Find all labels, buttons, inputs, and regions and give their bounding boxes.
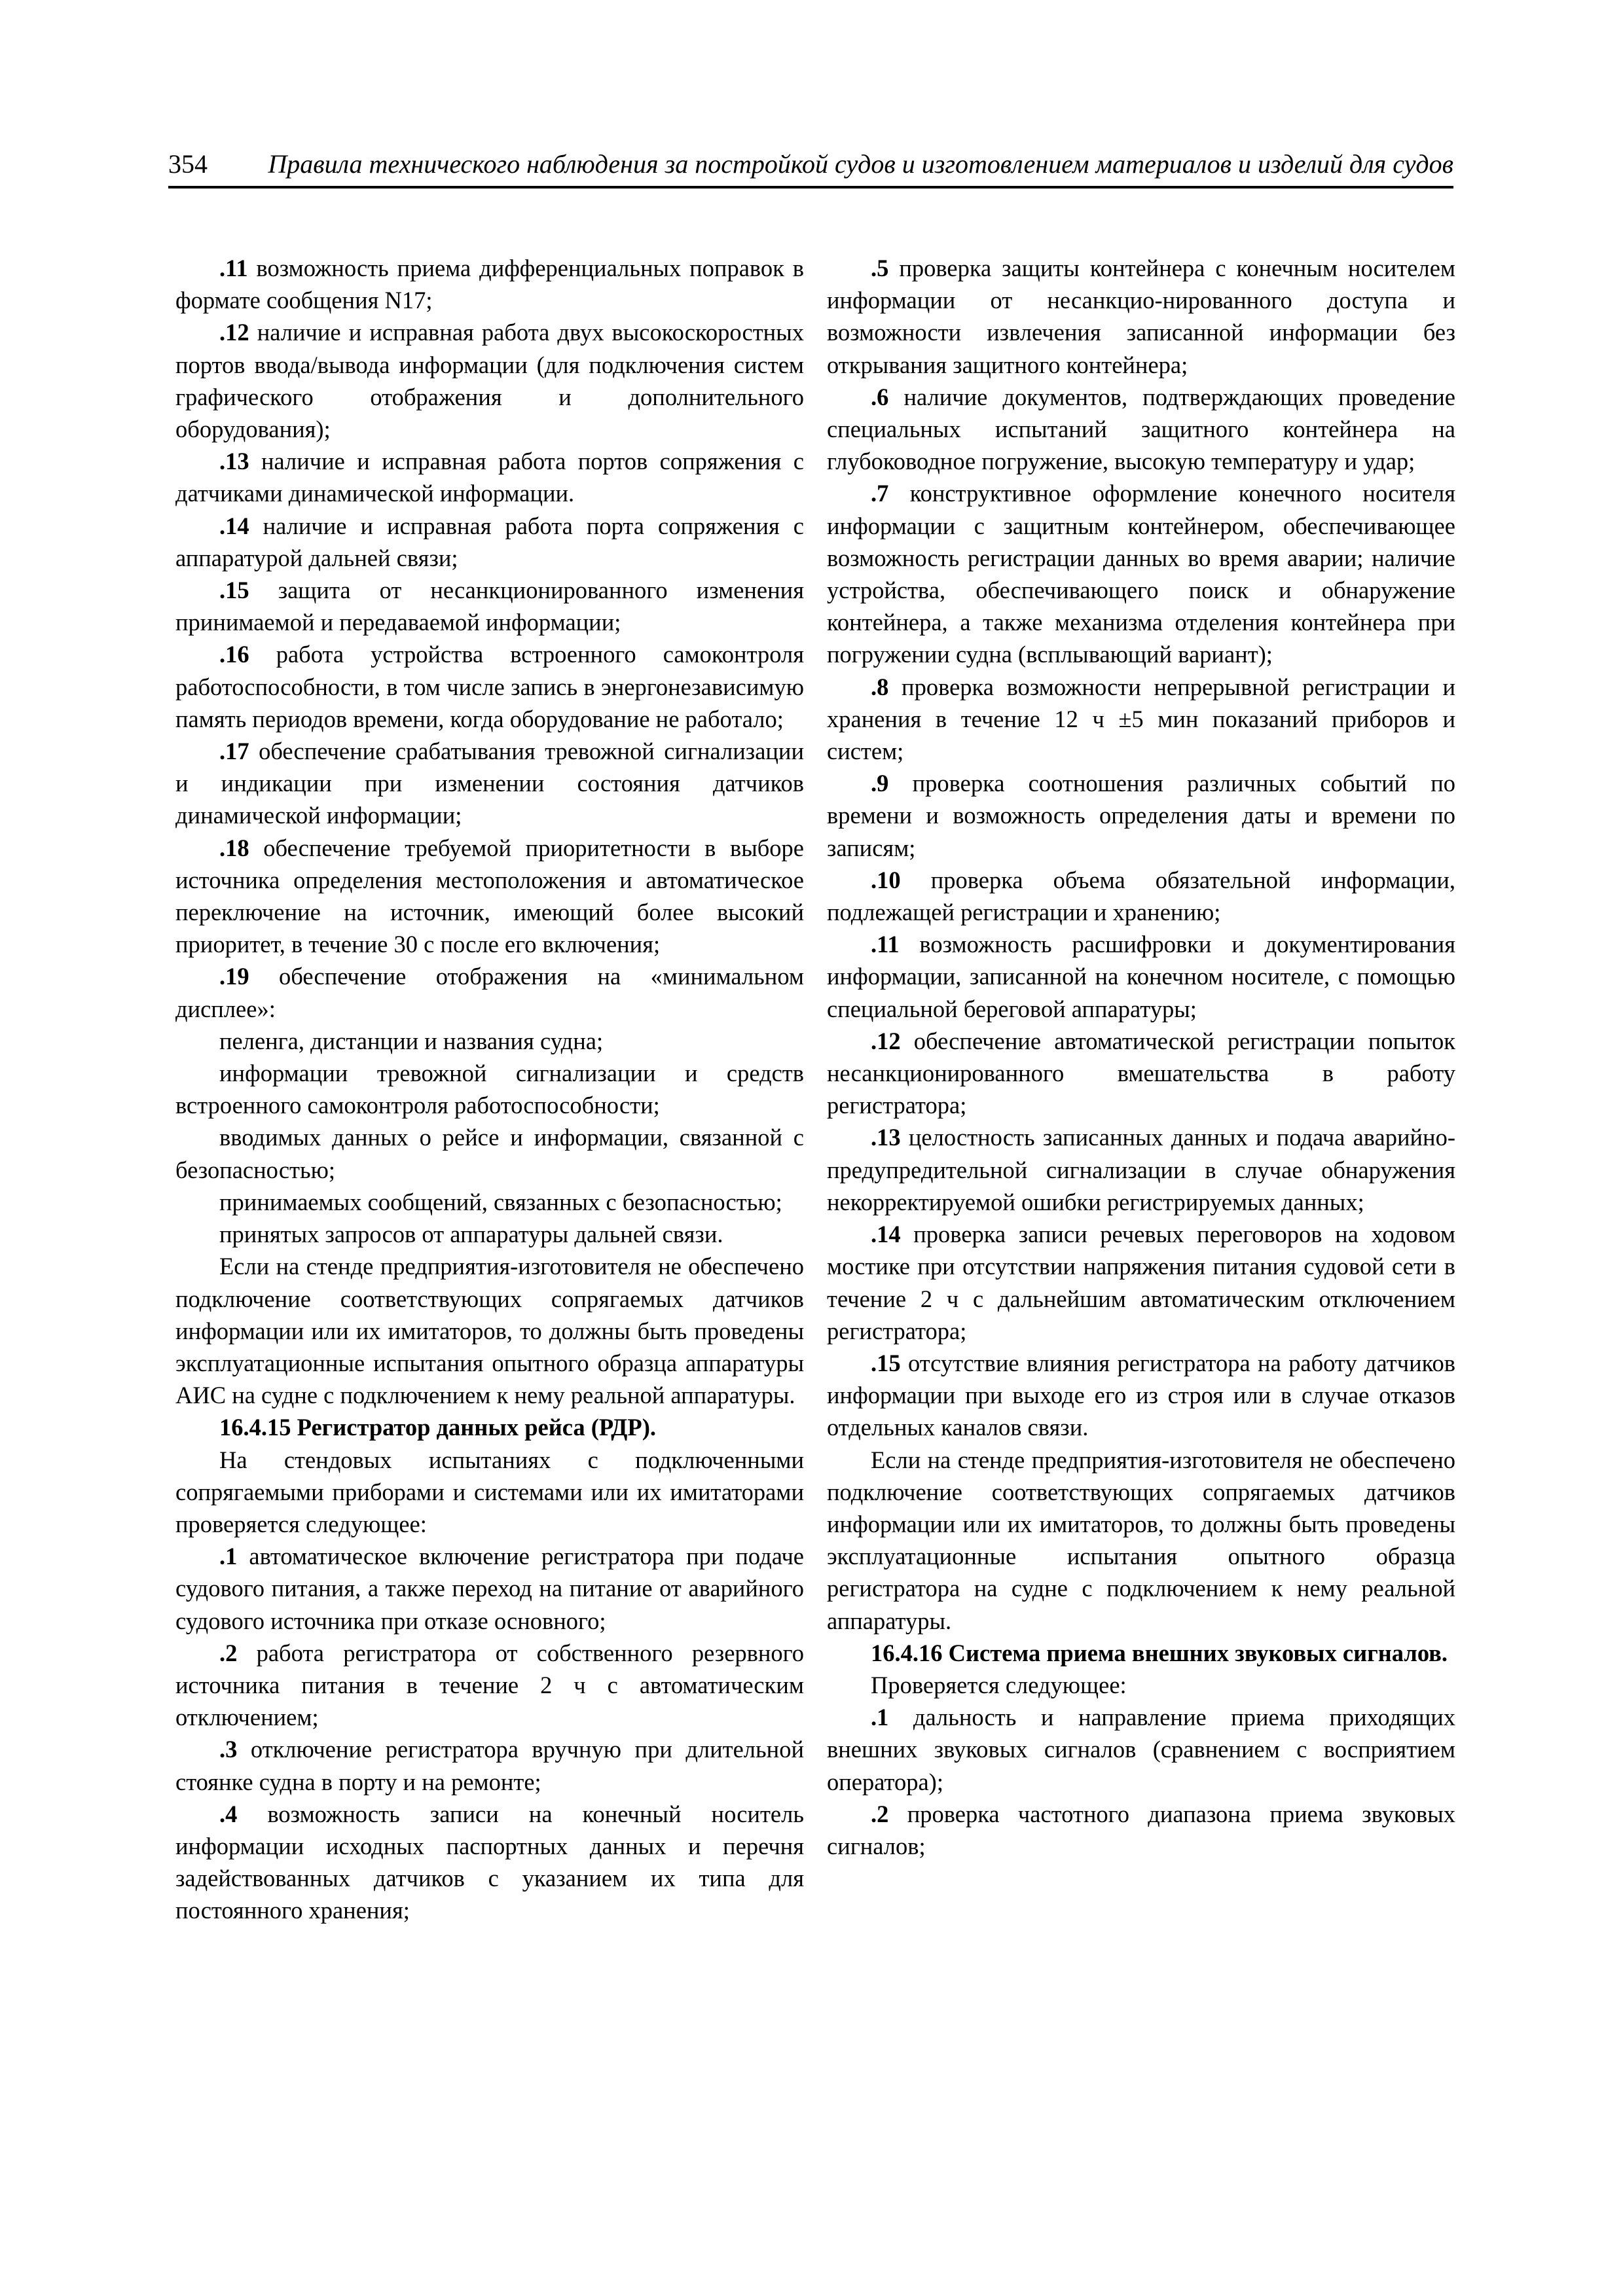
item-text: работа регистратора от собственного резервного источника питания в течение 2 ч с автоматическим отключением; <box>175 1639 804 1731</box>
item-text: возможность расшифровки и документирования информации, записанной на конечном носителе, с помощью специальной береговой аппаратуры; <box>827 931 1455 1022</box>
paragraph <box>175 1637 804 1734</box>
item-text: обеспечение требуемой приоритетности в выборе источника определения местоположения и автоматическое переключение на источник, имеющий более высокий приоритет, в течение 30 с после его включения; <box>175 834 804 958</box>
item-text: отключение регистратора вручную при длительной стоянке судна в порту и на ремонте; <box>175 1736 804 1795</box>
item-text: наличие и исправная работа портов сопряжения с датчиками динамической информации. <box>175 448 804 507</box>
page-number: 354 <box>168 149 208 179</box>
item-text: обеспечение срабатывания тревожной сигнализации и индикации при изменении состояния датчиков динамической информации; <box>175 738 804 829</box>
right-column <box>827 252 1455 1862</box>
paragraph: пеленга, дистанции и названия судна; <box>219 1027 604 1054</box>
paragraph: принятых запросов от аппаратуры дальней связи. <box>219 1221 723 1248</box>
item-number: .17 <box>219 738 249 765</box>
running-header <box>168 145 1453 188</box>
paragraph <box>175 832 804 961</box>
item-number: .15 <box>871 1349 901 1376</box>
paragraph: На стендовых испытаниях с подключенными сопрягаемыми приборами и системами или их имитаторами проверяется следующее: <box>175 1446 804 1537</box>
item-text: дальность и направление приема приходящих внешних звуковых сигналов (сравнением с восприятием оператора); <box>827 1704 1455 1795</box>
item-number: .14 <box>219 512 249 539</box>
item-text: защита от несанкционированного изменения принимаемой и передаваемой информации; <box>175 577 804 636</box>
item-text: возможность приема дифференциальных поправок в формате сообщения N17; <box>175 255 804 314</box>
item-number: .2 <box>219 1639 238 1666</box>
paragraph: Если на стенде предприятия-изготовителя не обеспечено подключение соответствующих сопрягаемых датчиков информации или их имитаторов, то должны быть проведены эксплуатационные испытания опытного образца регистратора на судне с подключением к нему реальной аппаратуры. <box>827 1446 1455 1634</box>
item-number: .6 <box>871 383 889 410</box>
paragraph <box>175 510 804 574</box>
item-number: .11 <box>871 931 900 958</box>
paragraph <box>175 1540 804 1637</box>
item-text: наличие документов, подтверждающих проведение специальных испытаний защитного контейнера на глубоководное погружение, высокую температуру и удар; <box>827 383 1455 475</box>
item-number: .14 <box>871 1221 901 1248</box>
paragraph <box>175 252 804 316</box>
item-number: .5 <box>871 255 889 281</box>
item-text: возможность записи на конечный носитель информации исходных паспортных данных и перечня задействованных датчиков с указанием их типа для постоянного хранения; <box>175 1800 804 1924</box>
paragraph <box>827 928 1455 1025</box>
paragraph <box>827 671 1455 768</box>
item-number: .3 <box>219 1736 238 1763</box>
paragraph <box>175 574 804 638</box>
item-number: .1 <box>871 1704 889 1731</box>
left-column <box>175 252 804 1927</box>
item-text: проверка возможности непрерывной регистрации и хранения в течение 12 ч ±5 мин показаний приборов и систем; <box>827 673 1455 765</box>
section-heading <box>175 1411 804 1443</box>
item-text: проверка объема обязательной информации, подлежащей регистрации и хранению; <box>827 866 1455 926</box>
item-number: .8 <box>871 673 889 700</box>
paragraph <box>827 1121 1455 1218</box>
paragraph <box>175 316 804 445</box>
item-text: работа устройства встроенного самоконтроля работоспособности, в том числе запись в энергонезависимую память периодов времени, когда оборудование не работало; <box>175 641 804 732</box>
item-number: .12 <box>219 319 249 346</box>
item-number: .19 <box>219 963 249 990</box>
paragraph <box>827 1025 1455 1122</box>
item-text: проверка частотного диапазона приема звуковых сигналов; <box>827 1800 1455 1859</box>
item-text: обеспечение отображения на «минимальном дисплее»: <box>175 963 804 1022</box>
heading-text: 16.4.15 Регистратор данных рейса (РДР). <box>219 1414 656 1441</box>
paragraph <box>175 638 804 735</box>
item-number: .1 <box>219 1543 238 1570</box>
paragraph <box>175 1798 804 1927</box>
item-number: .10 <box>871 866 901 893</box>
item-text: проверка записи речевых переговоров на ходовом мостике при отсутствии напряжения питания судовой сети в течение 2 ч с дальнейшим автоматическим отключением регистратора; <box>827 1221 1455 1344</box>
item-number: .15 <box>219 577 249 604</box>
item-text: обеспечение автоматической регистрации попыток несанкционированного вмешательства в работу регистратора; <box>827 1027 1455 1119</box>
paragraph <box>175 445 804 509</box>
paragraph <box>827 1218 1455 1347</box>
paragraph <box>827 1701 1455 1798</box>
item-text: наличие и исправная работа порта сопряжения с аппаратурой дальней связи; <box>175 512 804 571</box>
item-number: .16 <box>219 641 249 668</box>
paragraph: вводимых данных о рейсе и информации, связанной с безопасностью; <box>175 1124 804 1183</box>
item-text: отсутствие влияния регистратора на работу датчиков информации при выходе его из строя или в случае отказов отдельных каналов связи. <box>827 1349 1455 1441</box>
item-number: .4 <box>219 1800 238 1827</box>
paragraph <box>827 381 1455 478</box>
running-title: Правила технического наблюдения за постройкой судов и изготовлением материалов и изделий для судов <box>268 149 1453 179</box>
section-heading <box>827 1637 1455 1669</box>
item-number: .9 <box>871 770 889 797</box>
heading-text: 16.4.16 Система приема внешних звуковых сигналов. <box>871 1639 1448 1666</box>
paragraph: Проверяется следующее: <box>871 1671 1127 1698</box>
paragraph <box>175 735 804 832</box>
item-number: .2 <box>871 1800 889 1827</box>
item-number: .13 <box>219 448 249 475</box>
paragraph: принимаемых сообщений, связанных с безопасностью; <box>219 1188 782 1215</box>
item-text: целостность записанных данных и подача аварийно-предупредительной сигнализации в случае обнаружения некорректируемой ошибки регистрируемых данных; <box>827 1124 1455 1215</box>
paragraph: Если на стенде предприятия-изготовителя не обеспечено подключение соответствующих сопрягаемых датчиков информации или их имитаторов, то должны быть проведены эксплуатационные испытания опытного образца аппаратуры АИС на судне с подключением к нему реальной аппаратуры. <box>175 1253 804 1409</box>
paragraph <box>827 1798 1455 1862</box>
item-number: .12 <box>871 1027 901 1054</box>
paragraph <box>175 960 804 1024</box>
paragraph <box>175 1733 804 1797</box>
paragraph <box>827 1347 1455 1444</box>
item-number: .18 <box>219 834 249 861</box>
paragraph <box>827 477 1455 670</box>
paragraph <box>827 252 1455 381</box>
paragraph: информации тревожной сигнализации и средств встроенного самоконтроля работоспособности; <box>175 1060 804 1119</box>
paragraph <box>827 767 1455 864</box>
item-number: .13 <box>871 1124 901 1151</box>
item-number: .11 <box>219 255 248 281</box>
item-text: проверка защиты контейнера с конечным носителем информации от несанкцио-нированного доступа и возможности извлечения записанной информации без открывания защитного контейнера; <box>827 255 1455 378</box>
item-text: проверка соотношения различных событий по времени и возможность определения даты и времени по записям; <box>827 770 1455 861</box>
item-text: конструктивное оформление конечного носителя информации с защитным контейнером, обеспечивающее возможность регистрации данных во время аварии; наличие устройства, обеспечивающего поиск и обнаружение контейнера, а также механизма отделения контейнера при погружении судна (всплывающий вариант); <box>827 480 1455 668</box>
item-number: .7 <box>871 480 889 507</box>
paragraph <box>827 864 1455 928</box>
item-text: наличие и исправная работа двух высокоскоростных портов ввода/вывода информации (для подключения систем графического отображения и дополнительного оборудования); <box>175 319 804 443</box>
item-text: автоматическое включение регистратора при подаче судового питания, а также переход на питание от аварийного судового источника при отказе основного; <box>175 1543 804 1634</box>
